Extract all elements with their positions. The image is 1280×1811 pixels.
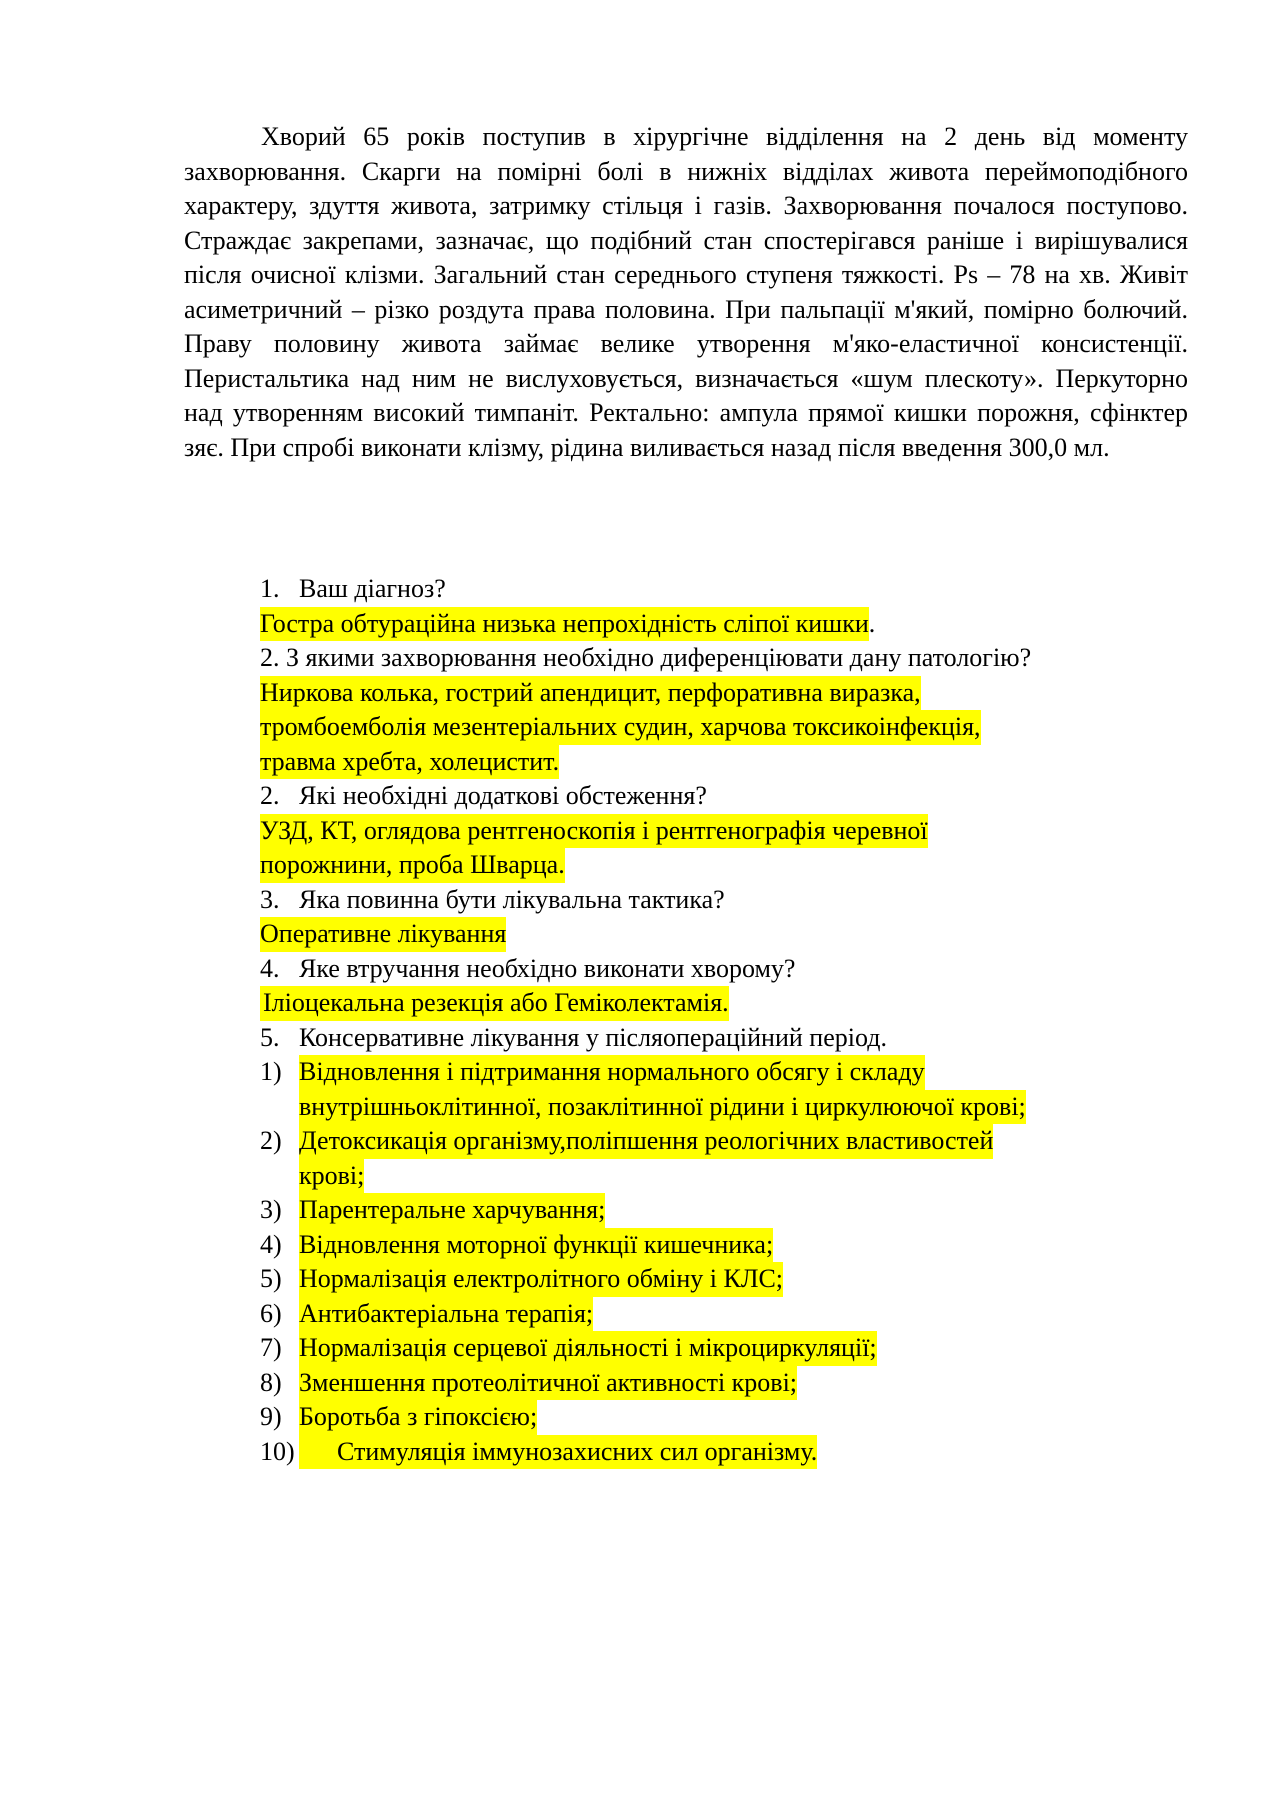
answer-text: Оперативне лікування — [260, 917, 506, 952]
list-item — [260, 1055, 1190, 1090]
answer-line: УЗД, КТ, оглядова рентгеноскопія і рентгенографія черевної — [260, 814, 928, 849]
list-item — [260, 1400, 1190, 1435]
list-item — [260, 1228, 1190, 1263]
list-text: крові; — [299, 1159, 364, 1194]
list-item-continuation — [260, 1090, 1190, 1125]
answer-2 — [260, 676, 1190, 780]
question-text: Яка повинна бути лікувальна тактика? — [299, 884, 725, 914]
list-text: Антибактеріальна терапія; — [299, 1297, 593, 1332]
list-number: 8) — [260, 1367, 282, 1397]
question-text: Ваш діагноз? — [299, 574, 446, 603]
question-3 — [260, 779, 1190, 814]
question-text: 2. З якими захворювання необхідно диференціювати дану патологію? — [260, 643, 1032, 672]
list-text: Відновлення і підтримання нормального обсягу і складу — [299, 1055, 925, 1090]
question-number: 3. — [260, 884, 280, 914]
list-item — [260, 1124, 1190, 1159]
answer-line: порожнини, проба Шварца. — [260, 848, 565, 883]
answer-line: травма хребта, холецистит. — [260, 745, 559, 780]
question-number: 1. — [260, 574, 280, 603]
list-item — [260, 1297, 1190, 1332]
question-text: Консервативне лікування у післяопераційний період. — [299, 1022, 887, 1052]
list-text: Детоксикація організму,поліпшення реологічних властивостей — [299, 1124, 993, 1159]
answer-tail: . — [868, 608, 876, 638]
list-number: 9) — [260, 1402, 282, 1431]
list-text: Стимуляція іммунозахисних сил організму. — [299, 1435, 817, 1470]
list-item — [260, 1331, 1190, 1366]
list-number: 6) — [260, 1298, 282, 1328]
question-1 — [260, 572, 1190, 607]
list-number: 2) — [260, 1126, 282, 1155]
question-number: 5. — [260, 1022, 280, 1052]
list-item — [260, 1366, 1190, 1401]
answer-1 — [260, 607, 1190, 642]
treatment-list — [260, 1055, 1190, 1469]
question-2 — [260, 641, 1190, 676]
answer-5 — [260, 986, 1190, 1021]
list-text: Зменшення протеолітичної активності крові; — [299, 1366, 797, 1401]
question-number: 2. — [260, 781, 280, 810]
answer-line: Ниркова колька, гострий апендицит, перфоративна виразка, — [260, 676, 921, 711]
list-number: 10) — [260, 1436, 295, 1466]
answer-text: Гостра обтураційна низька непрохідність сліпої кишки — [260, 607, 869, 642]
question-4 — [260, 883, 1190, 918]
question-text: Які необхідні додаткові обстеження? — [299, 781, 707, 810]
list-text: Нормалізація серцевої діяльності і мікроциркуляції; — [299, 1331, 877, 1366]
question-6 — [260, 1021, 1190, 1056]
list-text: Нормалізація електролітного обміну і КЛС; — [299, 1262, 783, 1297]
list-number: 1) — [260, 1057, 282, 1086]
list-item — [260, 1193, 1190, 1228]
list-number: 5) — [260, 1264, 282, 1293]
question-number: 4. — [260, 953, 280, 983]
answer-line: тромбоемболія мезентеріальних судин, харчова токсикоінфекція, — [260, 710, 981, 745]
answer-4 — [260, 917, 1190, 952]
questions-and-answers — [260, 572, 1190, 1469]
answer-3 — [260, 814, 1190, 883]
list-number: 3) — [260, 1195, 282, 1224]
list-text: внутрішньоклітинної, позаклітинної рідини і циркулюючої крові; — [299, 1090, 1026, 1125]
list-number: 7) — [260, 1333, 282, 1362]
list-item-continuation — [260, 1159, 1190, 1194]
list-item — [260, 1262, 1190, 1297]
list-item — [260, 1435, 1190, 1470]
question-5 — [260, 952, 1190, 987]
list-text: Відновлення моторної функції кишечника; — [299, 1228, 773, 1263]
list-text: Парентеральне харчування; — [299, 1193, 605, 1228]
list-number: 4) — [260, 1229, 282, 1259]
case-description: Хворий 65 років поступив в хірургічне відділення на 2 день від моменту захворювання. Скарги на помірні болі в нижніх відділах живота переймоподібного характеру, здуття живота, затримку стільця і газів. Захворювання почалося поступово. Страждає закрепами, зазначає, що подібний стан спостерігався раніше і вирішувалися після очисної клізми. Загальний стан середнього ступеня тяжкості. Ps – 78 на хв. Живіт асиметричний – різко роздута права половина. При пальпації м'який, помірно болючий. Праву половину живота займає велике утворення м'яко-еластичної консистенції. Перистальтика над ним не вислуховується, визначається «шум плескоту». Перкуторно над утворенням високий тимпаніт. Ректально: ампула прямої кишки порожня, сфінктер зяє. При спробі виконати клізму, рідина виливається назад після введення 300,0 мл. — [184, 122, 1188, 462]
answer-text: Іліоцекальна резекція або Геміколектамія. — [260, 986, 729, 1021]
question-text: Яке втручання необхідно виконати хворому? — [299, 953, 796, 983]
list-text: Боротьба з гіпоксією; — [299, 1400, 537, 1435]
